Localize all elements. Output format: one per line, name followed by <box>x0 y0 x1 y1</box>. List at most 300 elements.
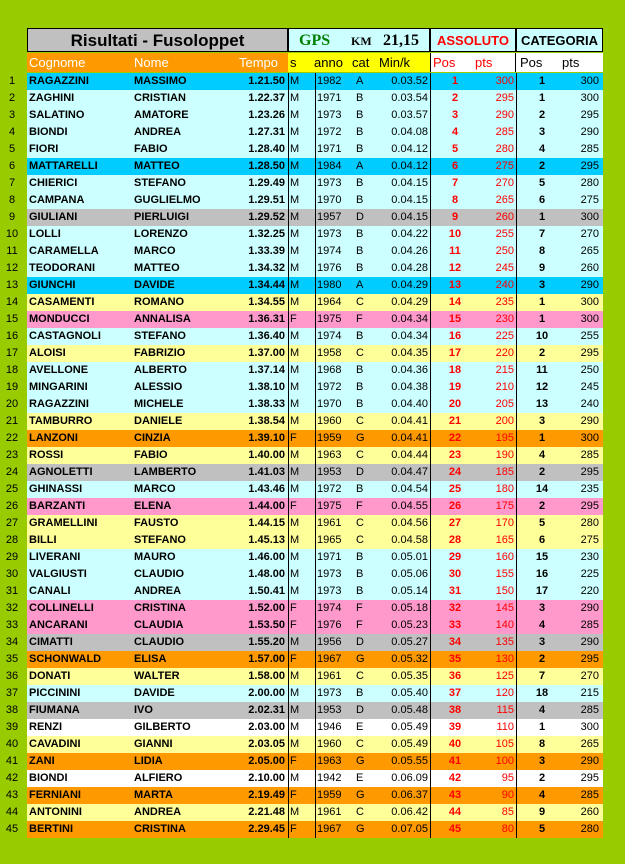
row-number: 13 <box>5 279 19 291</box>
cat-pts-cell: 240 <box>580 398 599 410</box>
min-k-cell: 0.04.15 <box>391 177 428 189</box>
sesso-cell: M <box>290 211 300 223</box>
tempo-cell: 2.21.48 <box>248 806 285 818</box>
sesso-cell: M <box>290 449 300 461</box>
min-k-cell: 0.05.18 <box>391 602 428 614</box>
cat-pts-cell: 275 <box>580 534 599 546</box>
cognome-cell: MATTARELLI <box>29 160 98 172</box>
pts-cell: 215 <box>495 364 514 376</box>
pos-cell: 39 <box>448 721 462 733</box>
sesso-cell: F <box>290 313 297 325</box>
sesso-cell: M <box>290 772 300 784</box>
cat-pts-cell: 270 <box>580 228 599 240</box>
cat-pos-cell: 5 <box>538 823 546 835</box>
cat-pos-cell: 1 <box>538 721 546 733</box>
sesso-cell: M <box>290 568 300 580</box>
pts-cell: 155 <box>495 568 514 580</box>
tempo-cell: 1.27.31 <box>248 126 285 138</box>
sesso-cell: M <box>290 670 300 682</box>
cat-pts-cell: 295 <box>580 160 599 172</box>
nome-cell: MATTEO <box>134 160 180 172</box>
pts-cell: 245 <box>495 262 514 274</box>
cat-pos-cell: 11 <box>536 364 548 376</box>
row-number: 21 <box>5 415 19 427</box>
pos-cell: 37 <box>448 687 462 699</box>
cat-pos-cell: 6 <box>538 534 546 546</box>
anno-cell: 1976 <box>317 262 342 274</box>
pts-cell: 170 <box>495 517 514 529</box>
cat-pts-cell: 290 <box>580 755 599 767</box>
pos-cell: 24 <box>448 466 462 478</box>
col-cat-pos: Pos <box>520 55 543 70</box>
tempo-cell: 1.53.50 <box>248 619 285 631</box>
cat-pts-cell: 285 <box>580 143 599 155</box>
row-number: 10 <box>5 228 19 240</box>
cognome-cell: GRAMELLINI <box>29 517 98 529</box>
nome-cell: PIERLUIGI <box>134 211 190 223</box>
cat-pos-cell: 3 <box>538 126 546 138</box>
tempo-cell: 1.39.10 <box>248 432 285 444</box>
anno-cell: 1976 <box>317 619 342 631</box>
min-k-cell: 0.04.35 <box>391 347 428 359</box>
cat-cell: G <box>356 653 365 665</box>
cat-cell: B <box>356 262 364 274</box>
sesso-cell: M <box>290 126 300 138</box>
sesso-cell: M <box>290 704 300 716</box>
pos-cell: 21 <box>448 415 462 427</box>
anno-cell: 1956 <box>317 636 342 648</box>
pos-cell: 8 <box>451 194 459 206</box>
row-number: 14 <box>5 296 19 308</box>
tempo-cell: 1.21.50 <box>248 75 285 87</box>
anno-cell: 1970 <box>317 194 342 206</box>
assoluto-columns <box>430 53 516 72</box>
sesso-cell: F <box>290 432 297 444</box>
cat-pos-cell: 4 <box>538 704 546 716</box>
pos-cell: 15 <box>448 313 462 325</box>
sesso-cell: M <box>290 262 300 274</box>
sesso-cell: M <box>290 398 300 410</box>
categoria-header: CATEGORIA <box>516 28 603 52</box>
tempo-cell: 2.02.31 <box>248 704 285 716</box>
sesso-cell: M <box>290 245 300 257</box>
pos-cell: 32 <box>448 602 462 614</box>
anno-cell: 1965 <box>317 534 342 546</box>
pts-cell: 130 <box>495 653 514 665</box>
tempo-cell: 1.29.51 <box>248 194 285 206</box>
cat-cell: F <box>356 313 363 325</box>
cat-pts-cell: 235 <box>580 483 599 495</box>
column-separator <box>315 73 316 838</box>
cat-pos-cell: 7 <box>538 228 546 240</box>
anno-cell: 1974 <box>317 245 342 257</box>
cat-pos-cell: 8 <box>538 245 546 257</box>
cat-pos-cell: 1 <box>538 313 546 325</box>
sesso-cell: F <box>290 755 297 767</box>
cat-pos-cell: 1 <box>538 296 546 308</box>
pts-cell: 295 <box>495 92 514 104</box>
cat-pts-cell: 265 <box>580 738 599 750</box>
pos-cell: 45 <box>448 823 462 835</box>
col-cat-pts: pts <box>562 55 580 70</box>
min-k-cell: 0.06.37 <box>391 789 428 801</box>
sesso-cell: M <box>290 143 300 155</box>
anno-cell: 1972 <box>317 483 342 495</box>
cognome-cell: LANZONI <box>29 432 78 444</box>
sesso-cell: F <box>290 789 297 801</box>
cat-pos-cell: 16 <box>535 568 549 580</box>
anno-cell: 1967 <box>317 653 342 665</box>
row-number: 35 <box>5 653 19 665</box>
cat-pos-cell: 2 <box>538 160 546 172</box>
cognome-cell: CIMATTI <box>29 636 73 648</box>
nome-cell: FABIO <box>134 449 168 461</box>
km-label: KM <box>351 34 372 48</box>
pos-cell: 2 <box>451 92 459 104</box>
cat-cell: B <box>356 398 364 410</box>
cat-pts-cell: 290 <box>580 126 599 138</box>
tempo-cell: 1.37.14 <box>248 364 285 376</box>
pts-cell: 150 <box>495 585 514 597</box>
cognome-cell: ANTONINI <box>29 806 82 818</box>
pos-cell: 41 <box>448 755 462 767</box>
nome-cell: MARCO <box>134 483 176 495</box>
pts-cell: 235 <box>495 296 514 308</box>
cat-pts-cell: 295 <box>580 500 599 512</box>
pos-cell: 27 <box>448 517 462 529</box>
min-k-cell: 0.05.40 <box>391 687 428 699</box>
tempo-cell: 1.38.54 <box>248 415 285 427</box>
col-cognome: Cognome <box>29 55 86 70</box>
pts-cell: 275 <box>495 160 514 172</box>
cognome-cell: GIULIANI <box>29 211 78 223</box>
pts-cell: 280 <box>495 143 514 155</box>
min-k-cell: 0.06.09 <box>391 772 428 784</box>
row-number: 33 <box>5 619 19 631</box>
pts-cell: 260 <box>495 211 514 223</box>
pos-cell: 4 <box>451 126 459 138</box>
col-pts: pts <box>475 55 493 70</box>
row-number: 36 <box>5 670 19 682</box>
tempo-cell: 1.22.37 <box>248 92 285 104</box>
column-separator <box>288 73 289 838</box>
cat-pos-cell: 1 <box>538 432 546 444</box>
cat-pts-cell: 295 <box>580 109 599 121</box>
anno-cell: 1960 <box>317 738 342 750</box>
min-k-cell: 0.05.06 <box>391 568 428 580</box>
tempo-cell: 2.03.05 <box>248 738 285 750</box>
min-k-cell: 0.04.56 <box>391 517 428 529</box>
pts-cell: 80 <box>501 823 514 835</box>
nome-cell: WALTER <box>134 670 180 682</box>
pts-cell: 240 <box>495 279 514 291</box>
sesso-cell: M <box>290 636 300 648</box>
anno-cell: 1973 <box>317 177 342 189</box>
cat-cell: B <box>356 245 364 257</box>
min-k-cell: 0.05.35 <box>391 670 428 682</box>
pts-cell: 250 <box>495 245 514 257</box>
cat-cell: B <box>356 228 364 240</box>
cat-pos-cell: 4 <box>538 143 546 155</box>
pts-cell: 210 <box>495 381 514 393</box>
cat-cell: G <box>356 755 365 767</box>
cat-pts-cell: 290 <box>580 602 599 614</box>
cat-pos-cell: 7 <box>538 670 546 682</box>
nome-cell: ALFIERO <box>134 772 183 784</box>
tempo-cell: 1.45.13 <box>248 534 285 546</box>
cat-pts-cell: 285 <box>580 449 599 461</box>
cognome-cell: LOLLI <box>29 228 61 240</box>
min-k-cell: 0.05.32 <box>391 653 428 665</box>
col-cat: cat <box>352 55 370 70</box>
tempo-cell: 1.43.46 <box>248 483 285 495</box>
cat-cell: A <box>356 75 364 87</box>
nome-cell: CRISTINA <box>134 602 186 614</box>
cognome-cell: LIVERANI <box>29 551 81 563</box>
pos-cell: 19 <box>448 381 462 393</box>
cat-cell: C <box>356 517 364 529</box>
cat-pts-cell: 260 <box>580 262 599 274</box>
anno-cell: 1971 <box>317 92 342 104</box>
sesso-cell: M <box>290 381 300 393</box>
tempo-cell: 2.00.00 <box>248 687 285 699</box>
row-number: 32 <box>5 602 19 614</box>
sesso-cell: M <box>290 228 300 240</box>
nome-cell: ANDREA <box>134 806 182 818</box>
nome-cell: ELISA <box>134 653 167 665</box>
pts-cell: 195 <box>495 432 514 444</box>
cat-pos-cell: 5 <box>538 177 546 189</box>
cognome-cell: TAMBURRO <box>29 415 93 427</box>
pos-cell: 30 <box>448 568 462 580</box>
cognome-cell: SALATINO <box>29 109 85 121</box>
cat-cell: A <box>356 160 364 172</box>
min-k-cell: 0.04.58 <box>391 534 428 546</box>
tempo-cell: 1.52.00 <box>248 602 285 614</box>
cat-pos-cell: 3 <box>538 755 546 767</box>
sesso-cell: M <box>290 585 300 597</box>
nome-cell: ANDREA <box>134 585 182 597</box>
min-k-cell: 0.04.15 <box>391 194 428 206</box>
tempo-cell: 2.29.45 <box>248 823 285 835</box>
cat-pos-cell: 2 <box>538 466 546 478</box>
sesso-cell: M <box>290 721 300 733</box>
nome-cell: LAMBERTO <box>134 466 197 478</box>
nome-cell: FABRIZIO <box>134 347 186 359</box>
cat-pos-cell: 17 <box>535 585 549 597</box>
nome-cell: AMATORE <box>134 109 189 121</box>
min-k-cell: 0.05.23 <box>391 619 428 631</box>
sesso-cell: M <box>290 75 300 87</box>
min-k-cell: 0.04.34 <box>391 313 428 325</box>
cat-cell: C <box>356 296 364 308</box>
sesso-cell: F <box>290 653 297 665</box>
min-k-cell: 0.07.05 <box>391 823 428 835</box>
cognome-cell: ZAGHINI <box>29 92 75 104</box>
row-number: 16 <box>5 330 19 342</box>
cat-cell: A <box>356 279 364 291</box>
row-number: 18 <box>5 364 19 376</box>
row-number: 23 <box>5 449 19 461</box>
cognome-cell: RAGAZZINI <box>29 398 89 410</box>
min-k-cell: 0.04.26 <box>391 245 428 257</box>
cat-pts-cell: 300 <box>580 75 599 87</box>
cognome-cell: CANALI <box>29 585 71 597</box>
cat-cell: C <box>356 347 364 359</box>
tempo-cell: 1.50.41 <box>248 585 285 597</box>
cat-pos-cell: 2 <box>538 109 546 121</box>
tempo-cell: 2.05.00 <box>248 755 285 767</box>
cat-cell: B <box>356 551 364 563</box>
anno-cell: 1972 <box>317 126 342 138</box>
pts-cell: 85 <box>501 806 514 818</box>
nome-cell: DAVIDE <box>134 687 175 699</box>
cognome-cell: BIONDI <box>29 772 68 784</box>
pts-cell: 285 <box>495 126 514 138</box>
cognome-cell: PICCININI <box>29 687 81 699</box>
pos-cell: 33 <box>448 619 462 631</box>
min-k-cell: 0.03.52 <box>391 75 428 87</box>
pts-cell: 185 <box>495 466 514 478</box>
pts-cell: 160 <box>495 551 514 563</box>
anno-cell: 1960 <box>317 415 342 427</box>
cat-pos-cell: 4 <box>538 789 546 801</box>
cat-pos-cell: 3 <box>538 279 546 291</box>
anno-cell: 1974 <box>317 602 342 614</box>
tempo-cell: 1.55.20 <box>248 636 285 648</box>
pos-cell: 29 <box>448 551 462 563</box>
row-number: 7 <box>8 177 16 189</box>
pts-cell: 110 <box>496 721 514 733</box>
row-number: 44 <box>5 806 19 818</box>
min-k-cell: 0.04.29 <box>391 296 428 308</box>
cat-pts-cell: 270 <box>580 670 599 682</box>
pos-cell: 14 <box>448 296 462 308</box>
pts-cell: 200 <box>495 415 514 427</box>
tempo-cell: 1.28.40 <box>248 143 285 155</box>
tempo-cell: 1.41.03 <box>248 466 285 478</box>
sesso-cell: M <box>290 109 300 121</box>
anno-cell: 1984 <box>317 160 342 172</box>
col-anno: anno <box>314 55 343 70</box>
cognome-cell: GIUNCHI <box>29 279 76 291</box>
min-k-cell: 0.04.36 <box>391 364 428 376</box>
cat-pos-cell: 9 <box>538 262 546 274</box>
min-k-cell: 0.04.34 <box>391 330 428 342</box>
tempo-cell: 1.29.49 <box>248 177 285 189</box>
min-k-cell: 0.04.08 <box>391 126 428 138</box>
cat-pts-cell: 280 <box>580 177 599 189</box>
sesso-cell: M <box>290 738 300 750</box>
anno-cell: 1973 <box>317 687 342 699</box>
cat-pts-cell: 265 <box>580 245 599 257</box>
row-number: 38 <box>5 704 19 716</box>
nome-cell: LIDIA <box>134 755 163 767</box>
nome-cell: MARCO <box>134 245 176 257</box>
col-sesso: s <box>290 55 297 70</box>
cognome-cell: COLLINELLI <box>29 602 94 614</box>
pts-cell: 105 <box>495 738 514 750</box>
pos-cell: 13 <box>448 279 462 291</box>
cognome-cell: BIONDI <box>29 126 68 138</box>
tempo-cell: 1.38.33 <box>248 398 285 410</box>
cognome-cell: ALOISI <box>29 347 66 359</box>
cat-pts-cell: 260 <box>580 806 599 818</box>
row-number: 31 <box>5 585 19 597</box>
cat-cell: B <box>356 109 364 121</box>
sesso-cell: M <box>290 517 300 529</box>
sesso-cell: F <box>290 823 297 835</box>
pts-cell: 265 <box>495 194 514 206</box>
anno-cell: 1973 <box>317 109 342 121</box>
sesso-cell: M <box>290 347 300 359</box>
cat-pts-cell: 300 <box>580 313 599 325</box>
pts-cell: 115 <box>496 704 514 716</box>
tempo-cell: 1.34.32 <box>248 262 285 274</box>
cat-cell: G <box>356 432 365 444</box>
anno-cell: 1973 <box>317 585 342 597</box>
cat-pts-cell: 295 <box>580 466 599 478</box>
anno-cell: 1959 <box>317 789 342 801</box>
cat-pts-cell: 290 <box>580 636 599 648</box>
cognome-cell: CAVADINI <box>29 738 81 750</box>
pts-cell: 90 <box>501 789 514 801</box>
anno-cell: 1973 <box>317 228 342 240</box>
nome-cell: MASSIMO <box>134 75 187 87</box>
cat-pts-cell: 275 <box>580 194 599 206</box>
nome-cell: MARTA <box>134 789 173 801</box>
cat-pts-cell: 295 <box>580 772 599 784</box>
pts-cell: 190 <box>495 449 514 461</box>
row-number: 39 <box>5 721 19 733</box>
pts-cell: 145 <box>495 602 514 614</box>
cat-pos-cell: 18 <box>535 687 549 699</box>
cat-pts-cell: 280 <box>580 823 599 835</box>
cognome-cell: GHINASSI <box>29 483 83 495</box>
sesso-cell: M <box>290 551 300 563</box>
cognome-cell: RENZI <box>29 721 62 733</box>
nome-cell: CLAUDIO <box>134 568 185 580</box>
gps-columns <box>288 53 430 72</box>
col-nome: Nome <box>134 55 169 70</box>
pos-cell: 6 <box>451 160 459 172</box>
row-number: 34 <box>5 636 19 648</box>
cognome-cell: FIORI <box>29 143 59 155</box>
anno-cell: 1963 <box>317 755 342 767</box>
min-k-cell: 0.04.12 <box>391 160 428 172</box>
cognome-cell: ANCARANI <box>29 619 88 631</box>
cat-cell: B <box>356 585 364 597</box>
nome-cell: GILBERTO <box>134 721 191 733</box>
cat-cell: B <box>356 143 364 155</box>
pts-cell: 175 <box>495 500 514 512</box>
tempo-cell: 1.44.15 <box>248 517 285 529</box>
anno-cell: 1946 <box>317 721 342 733</box>
row-number: 45 <box>5 823 19 835</box>
nome-cell: CRISTIAN <box>134 92 186 104</box>
pts-cell: 225 <box>495 330 514 342</box>
anno-cell: 1957 <box>317 211 342 223</box>
min-k-cell: 0.04.38 <box>391 381 428 393</box>
pos-cell: 38 <box>448 704 462 716</box>
sesso-cell: F <box>290 602 297 614</box>
tempo-cell: 1.34.55 <box>248 296 285 308</box>
sesso-cell: M <box>290 415 300 427</box>
cognome-cell: ZANI <box>29 755 55 767</box>
anno-cell: 1953 <box>317 704 342 716</box>
cat-pts-cell: 225 <box>580 568 599 580</box>
anno-cell: 1961 <box>317 670 342 682</box>
